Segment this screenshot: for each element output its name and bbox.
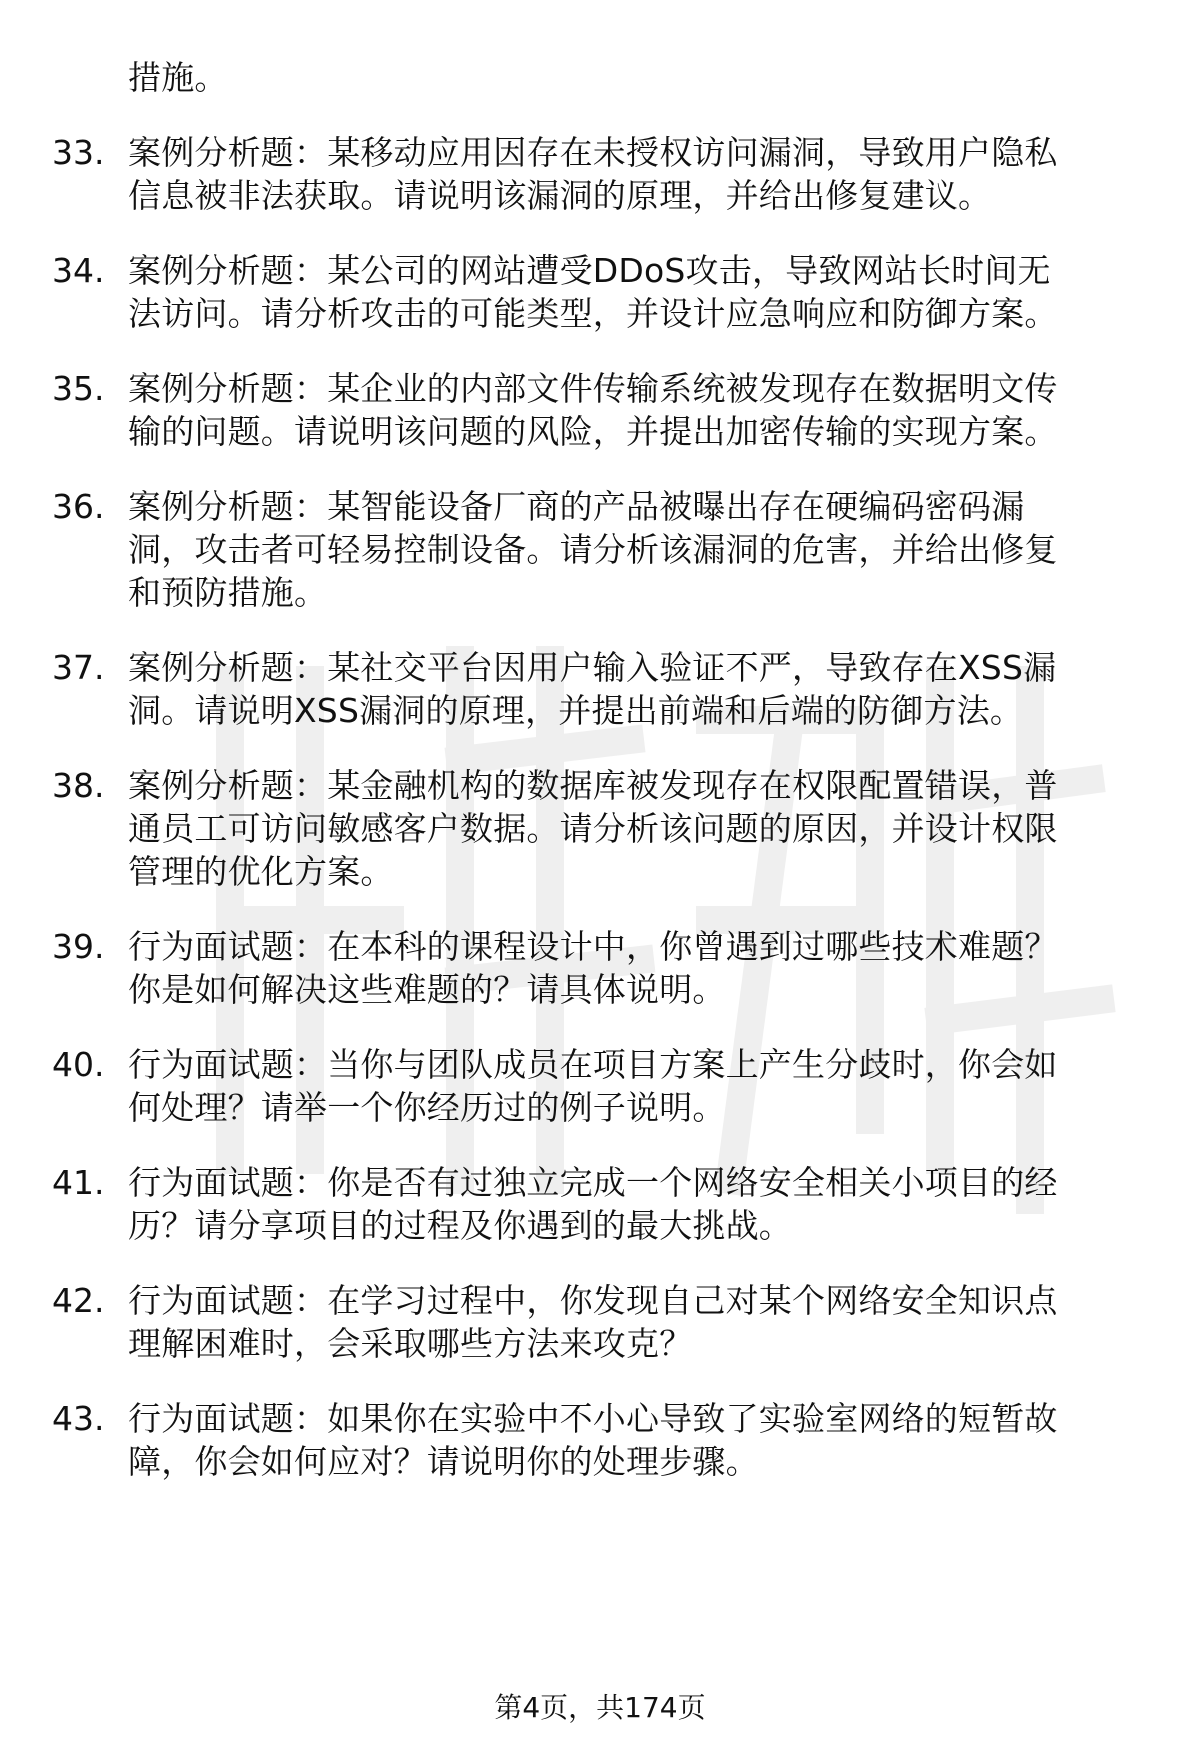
question-number: 38. xyxy=(52,766,105,805)
question-line: 法访问。请分析攻击的可能类型，并设计应急响应和防御方案。 xyxy=(128,294,1058,333)
question-line: 洞。请说明XSS漏洞的原理，并提出前端和后端的防御方法。 xyxy=(128,691,1024,730)
question-number: 42. xyxy=(52,1281,105,1320)
continuation-text: 措施。 xyxy=(128,58,228,97)
question-number: 41. xyxy=(52,1163,105,1202)
question-line: 洞，攻击者可轻易控制设备。请分析该漏洞的危害，并给出修复 xyxy=(128,530,1058,569)
question-line: 历？请分享项目的过程及你遇到的最大挑战。 xyxy=(128,1206,792,1245)
question-line: 案例分析题：某移动应用因存在未授权访问漏洞，导致用户隐私 xyxy=(128,133,1058,172)
question-line: 行为面试题：如果你在实验中不小心导致了实验室网络的短暂故 xyxy=(128,1399,1058,1438)
question-line: 信息被非法获取。请说明该漏洞的原理，并给出修复建议。 xyxy=(128,176,992,215)
question-number: 43. xyxy=(52,1399,105,1438)
question-line: 行为面试题：在学习过程中，你发现自己对某个网络安全知识点 xyxy=(128,1281,1058,1320)
question-line: 案例分析题：某金融机构的数据库被发现存在权限配置错误，普 xyxy=(128,766,1058,805)
question-number: 37. xyxy=(52,648,105,687)
question-line: 理解困难时，会采取哪些方法来攻克？ xyxy=(128,1324,693,1363)
question-line: 行为面试题：在本科的课程设计中，你曾遇到过哪些技术难题？ xyxy=(128,927,1058,966)
question-line: 案例分析题：某企业的内部文件传输系统被发现存在数据明文传 xyxy=(128,369,1058,408)
question-line: 案例分析题：某社交平台因用户输入验证不严，导致存在XSS漏 xyxy=(128,648,1057,687)
question-line: 行为面试题：当你与团队成员在项目方案上产生分歧时，你会如 xyxy=(128,1045,1058,1084)
question-number: 35. xyxy=(52,369,105,408)
question-number: 40. xyxy=(52,1045,105,1084)
question-number: 36. xyxy=(52,487,105,526)
question-line: 输的问题。请说明该问题的风险，并提出加密传输的实现方案。 xyxy=(128,412,1058,451)
question-number: 34. xyxy=(52,251,105,290)
question-line: 通员工可访问敏感客户数据。请分析该问题的原因，并设计权限 xyxy=(128,809,1058,848)
question-number: 33. xyxy=(52,133,105,172)
question-line: 案例分析题：某公司的网站遭受DDoS攻击，导致网站长时间无 xyxy=(128,251,1051,290)
question-line: 管理的优化方案。 xyxy=(128,852,394,891)
question-line: 案例分析题：某智能设备厂商的产品被曝出存在硬编码密码漏 xyxy=(128,487,1025,526)
question-number: 39. xyxy=(52,927,105,966)
page-footer: 第4页，共174页 xyxy=(494,1691,706,1724)
question-line: 行为面试题：你是否有过独立完成一个网络安全相关小项目的经 xyxy=(128,1163,1058,1202)
question-line: 你是如何解决这些难题的？请具体说明。 xyxy=(128,970,726,1009)
question-line: 障，你会如何应对？请说明你的处理步骤。 xyxy=(128,1442,759,1481)
question-line: 何处理？请举一个你经历过的例子说明。 xyxy=(128,1088,726,1127)
question-line: 和预防措施。 xyxy=(128,573,328,612)
